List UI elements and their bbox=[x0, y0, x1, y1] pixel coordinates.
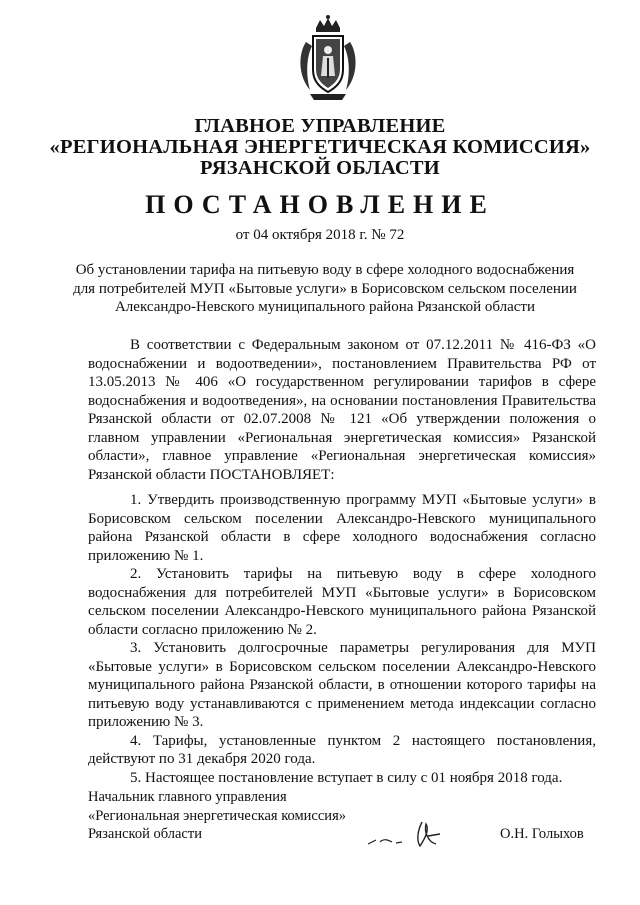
coat-of-arms-icon bbox=[296, 14, 360, 104]
authority-name-line-2: «РЕГИОНАЛЬНАЯ ЭНЕРГЕТИЧЕСКАЯ КОМИССИЯ» bbox=[49, 136, 591, 158]
resolution-item-2: 2. Установить тарифы на питьевую воду в сфере холодного водоснабжения для потребителей МУП «Бытовые услуги» в Борисовском сельском поселении Александро-Невского муниципального района Рязанской области согласно приложению № 2. bbox=[88, 566, 596, 638]
resolution-item-1: 1. Утвердить производственную программу МУП «Бытовые услуги» в Борисовском сельском поселении Александро-Невского муниципального района Рязанской области в сфере холодного водоснабжения согласно приложению № 1. bbox=[88, 492, 596, 564]
document-type-title: ПОСТАНОВЛЕНИЕ bbox=[145, 190, 495, 219]
signatory-name: О.Н. Голыхов bbox=[500, 826, 584, 842]
resolution-items bbox=[88, 491, 596, 787]
handwritten-signature bbox=[366, 816, 446, 852]
authority-name-line-1: ГЛАВНОЕ УПРАВЛЕНИЕ bbox=[194, 115, 446, 137]
resolution-item-4: 4. Тарифы, установленные пунктом 2 настоящего постановления, действуют по 31 декабря 2020 года. bbox=[88, 732, 596, 767]
preamble-paragraph: В соответствии с Федеральным законом от 07.12.2011 № 416-ФЗ «О водоснабжении и водоотведении», постановлением Правительства РФ от 13.05.2013 № 406 «О государственном регулировании тарифов в сфере водоснабжения и водоотведения», на основании постановления Правительства Рязанской области от 02.07.2008 № 121 «Об утверждении положения о главном управлении «Региональная энергетическая комиссия» Рязанской области», главное управление «Региональная энергетическая комиссия» Рязанской области ПОСТАНОВЛЯЕТ: bbox=[88, 337, 596, 483]
signatory-position-line-1: Начальник главного управления bbox=[88, 789, 287, 805]
signatory-position-line-2: «Региональная энергетическая комиссия» bbox=[88, 807, 346, 824]
document-subject: Об установлении тарифа на питьевую воду в сфере холодного водоснабжения для потребителей МУП «Бытовые услуги» в Борисовском сельском поселении Александро-Невского муниципального района Рязанской области bbox=[73, 262, 577, 315]
document-date-number: от 04 октября 2018 г. № 72 bbox=[235, 227, 405, 243]
resolution-item-3: 3. Установить долгосрочные параметры регулирования для МУП «Бытовые услуги» в Борисовском сельском поселении Александро-Невского муниципального района Рязанской области, в отношении которого тарифы на питьевую воду устанавливаются с применением метода индексации согласно приложению № 3. bbox=[88, 640, 596, 730]
resolution-item-5: 5. Настоящее постановление вступает в силу с 01 ноября 2018 года. bbox=[130, 769, 563, 786]
authority-name-line-3: РЯЗАНСКОЙ ОБЛАСТИ bbox=[200, 157, 440, 179]
signatory-position bbox=[88, 788, 388, 844]
signatory-position-line-3: Рязанской области bbox=[88, 826, 202, 842]
